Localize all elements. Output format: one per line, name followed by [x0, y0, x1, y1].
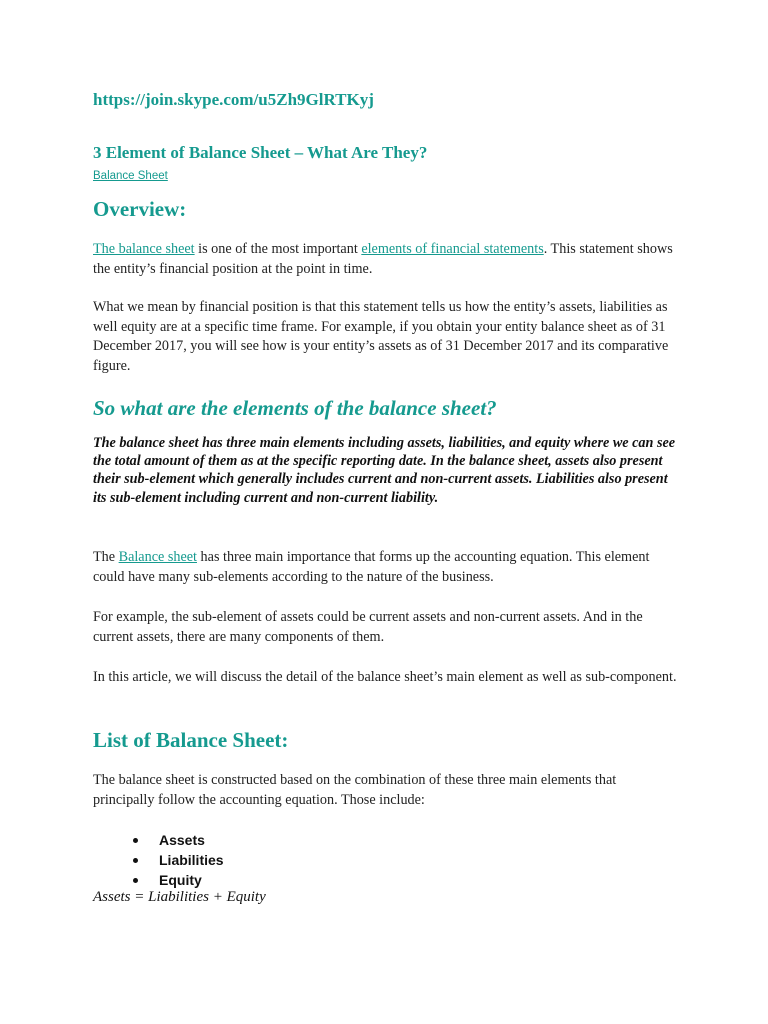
- article-title: 3 Element of Balance Sheet – What Are They?: [93, 143, 428, 162]
- accounting-equation: Assets = Liabilities + Equity: [93, 889, 266, 905]
- balance-sheet-inline-link-2[interactable]: Balance sheet: [118, 549, 197, 565]
- list-item-label: Equity: [159, 872, 202, 888]
- category-link-balance-sheet[interactable]: Balance Sheet: [93, 170, 168, 182]
- bullet-icon: [133, 838, 138, 843]
- list-heading: List of Balance Sheet:: [93, 728, 289, 752]
- overview-p1-text-1: is one of the most important: [194, 241, 362, 257]
- elements-bold-paragraph: The balance sheet has three main elements including assets, liabilities, and equity where we can see the total amount of them as at the specific reporting date. In the balance sheet, assets also present their sub-element which generally includes current and non-current assets. Liabilities also present its sub-element including current and non-current liability.: [93, 435, 676, 506]
- list-item: [93, 871, 224, 891]
- elements-paragraph-3: [93, 548, 678, 587]
- financial-statements-inline-link[interactable]: elements of financial statements: [361, 241, 544, 257]
- elements-p3-text-1: The: [93, 549, 119, 565]
- list-item: [93, 851, 224, 871]
- list-item-label: Assets: [159, 832, 205, 848]
- list-item-label: Liabilities: [159, 852, 224, 868]
- bullet-icon: [133, 858, 138, 863]
- elements-p3-text-2: has three main importance that forms up the accounting equation. This element could have many sub-elements according to the nature of the business.: [93, 549, 650, 585]
- list-intro-paragraph: The balance sheet is constructed based on the combination of these three main elements that principally follow the accounting equation. Those include:: [93, 772, 617, 808]
- list-item: [93, 831, 224, 851]
- bullet-icon: [133, 878, 138, 883]
- overview-heading: Overview:: [93, 197, 187, 221]
- elements-paragraph-5: In this article, we will discuss the detail of the balance sheet’s main element as well as sub-component.: [93, 669, 677, 685]
- overview-p1-text-2: . This statement shows the entity’s financial position at the point in time.: [93, 241, 673, 277]
- overview-paragraph-1: [93, 240, 678, 279]
- skype-join-link[interactable]: https://join.skype.com/u5Zh9GlRTKyj: [93, 90, 374, 109]
- elements-bullet-list: [93, 831, 224, 891]
- overview-paragraph-2: What we mean by financial position is that this statement tells us how the entity’s assets, liabilities as well equity are at a specific time frame. For example, if you obtain your entity balance sheet as of 31 December 2017, you will see how is your entity’s assets as of 31 December 2017 and its comparative figure.: [93, 299, 669, 374]
- elements-paragraph-4: For example, the sub-element of assets could be current assets and non-current assets. And in the current assets, there are many components of them.: [93, 609, 643, 645]
- balance-sheet-inline-link[interactable]: The balance sheet: [93, 241, 195, 257]
- elements-heading: So what are the elements of the balance sheet?: [93, 396, 497, 420]
